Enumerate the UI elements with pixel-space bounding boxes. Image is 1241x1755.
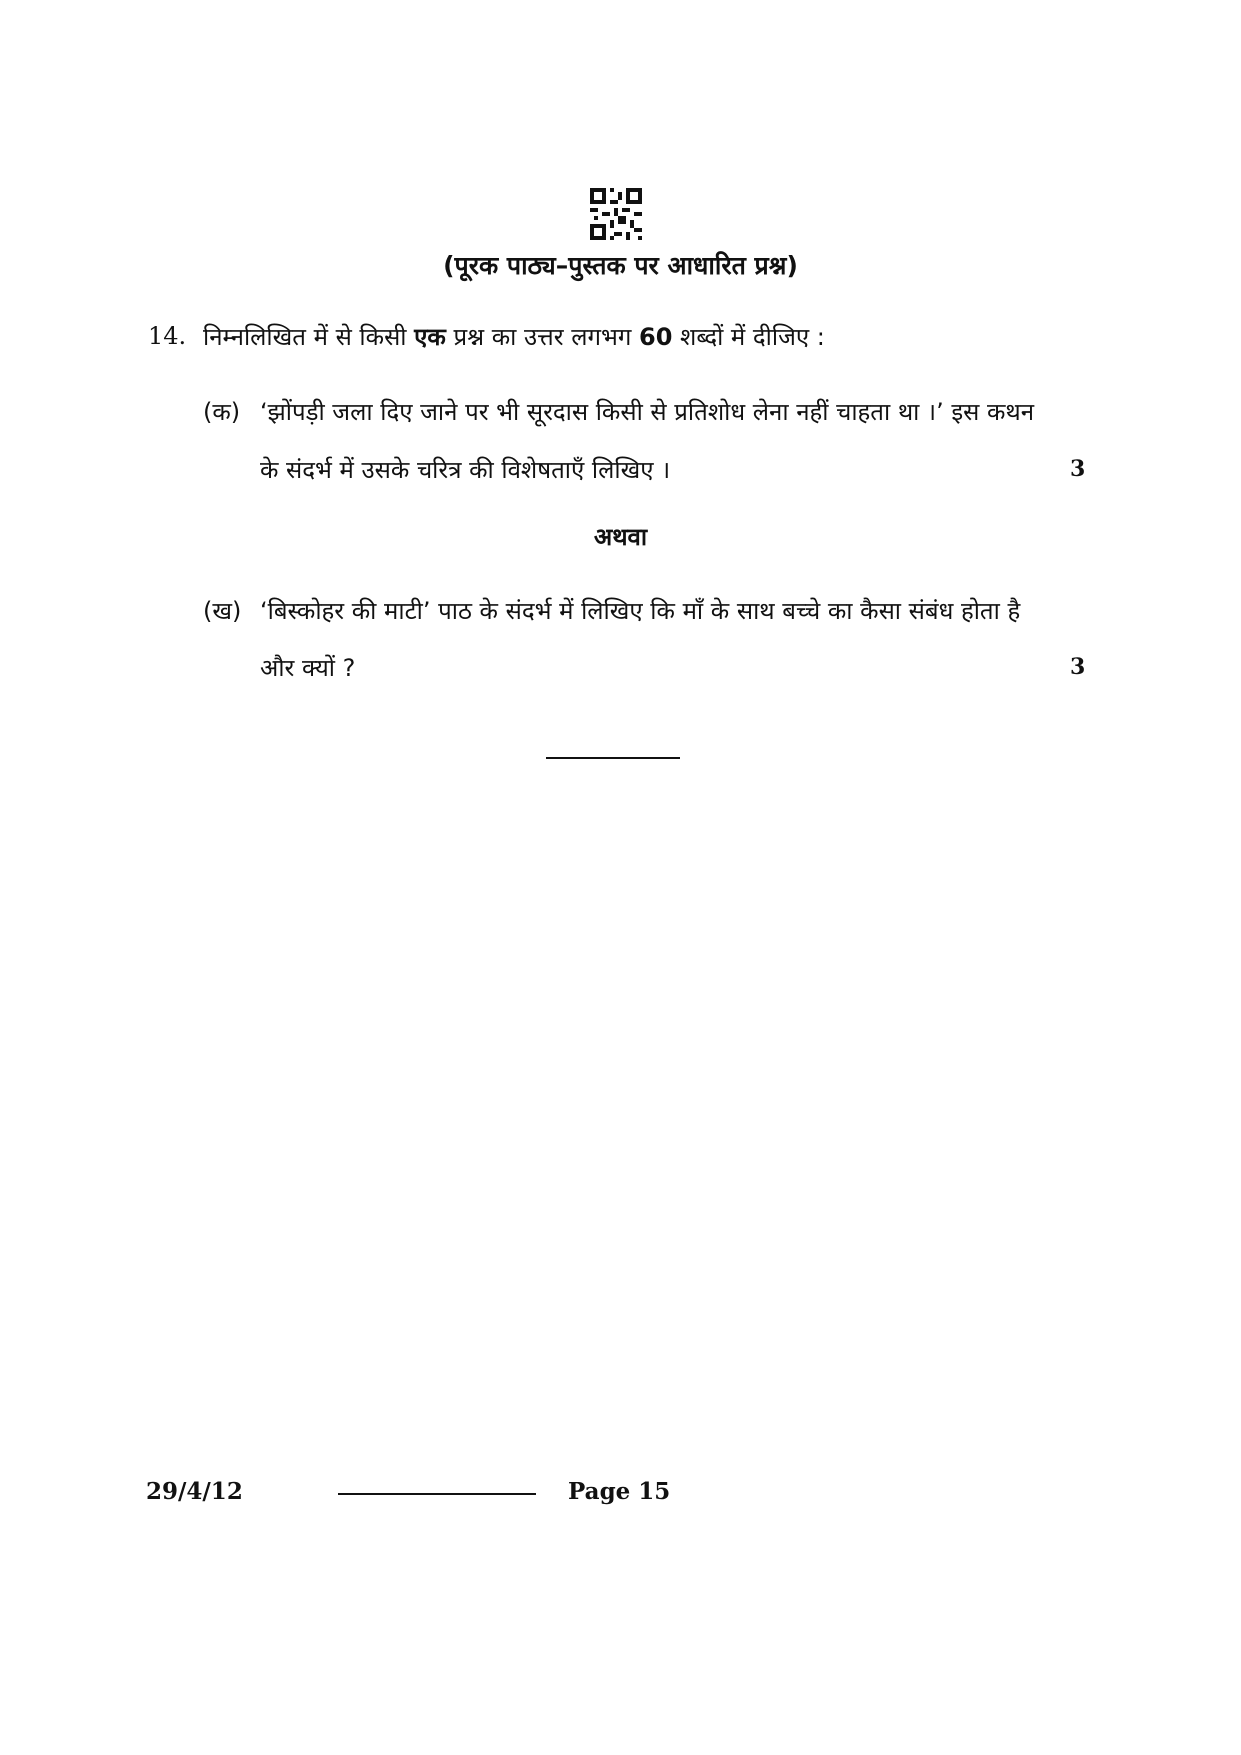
paper-code: 29/4/12 xyxy=(146,1478,243,1505)
option-b-line-1: ‘बिस्कोहर की माटी’ पाठ के संदर्भ में लिखिए कि माँ के साथ बच्चे का कैसा संबंध होता है xyxy=(260,597,1021,625)
instruction-part: शब्दों में दीजिए : xyxy=(672,323,825,351)
option-a-line-2: के संदर्भ में उसके चरित्र की विशेषताएँ लिखिए । xyxy=(260,456,671,484)
or-divider-text: अथवा xyxy=(593,523,648,551)
question-number: 14. xyxy=(148,322,187,350)
option-a-line-1: ‘झोंपड़ी जला दिए जाने पर भी सूरदास किसी से प्रतिशोध लेना नहीं चाहता था ।’ इस कथन xyxy=(260,398,1035,426)
option-a-marks: 3 xyxy=(1070,456,1086,482)
end-rule xyxy=(546,757,680,759)
instruction-part: प्रश्न का उत्तर लगभग xyxy=(445,323,639,351)
instruction-bold-sixty: 60 xyxy=(639,323,673,351)
option-b-marks: 3 xyxy=(1070,654,1086,680)
question-instruction xyxy=(203,320,825,353)
instruction-part: निम्नलिखित में से किसी xyxy=(203,323,415,351)
qr-code xyxy=(590,188,642,240)
section-title: (पूरक पाठ्य–पुस्तक पर आधारित प्रश्न) xyxy=(443,251,798,280)
option-a-label: (क) xyxy=(203,398,241,426)
option-b-label: (ख) xyxy=(203,597,242,625)
footer-rule xyxy=(338,1493,536,1495)
instruction-bold-one: एक xyxy=(414,323,446,351)
page-number: Page 15 xyxy=(568,1478,671,1505)
option-b-line-2: और क्यों ? xyxy=(260,654,356,682)
